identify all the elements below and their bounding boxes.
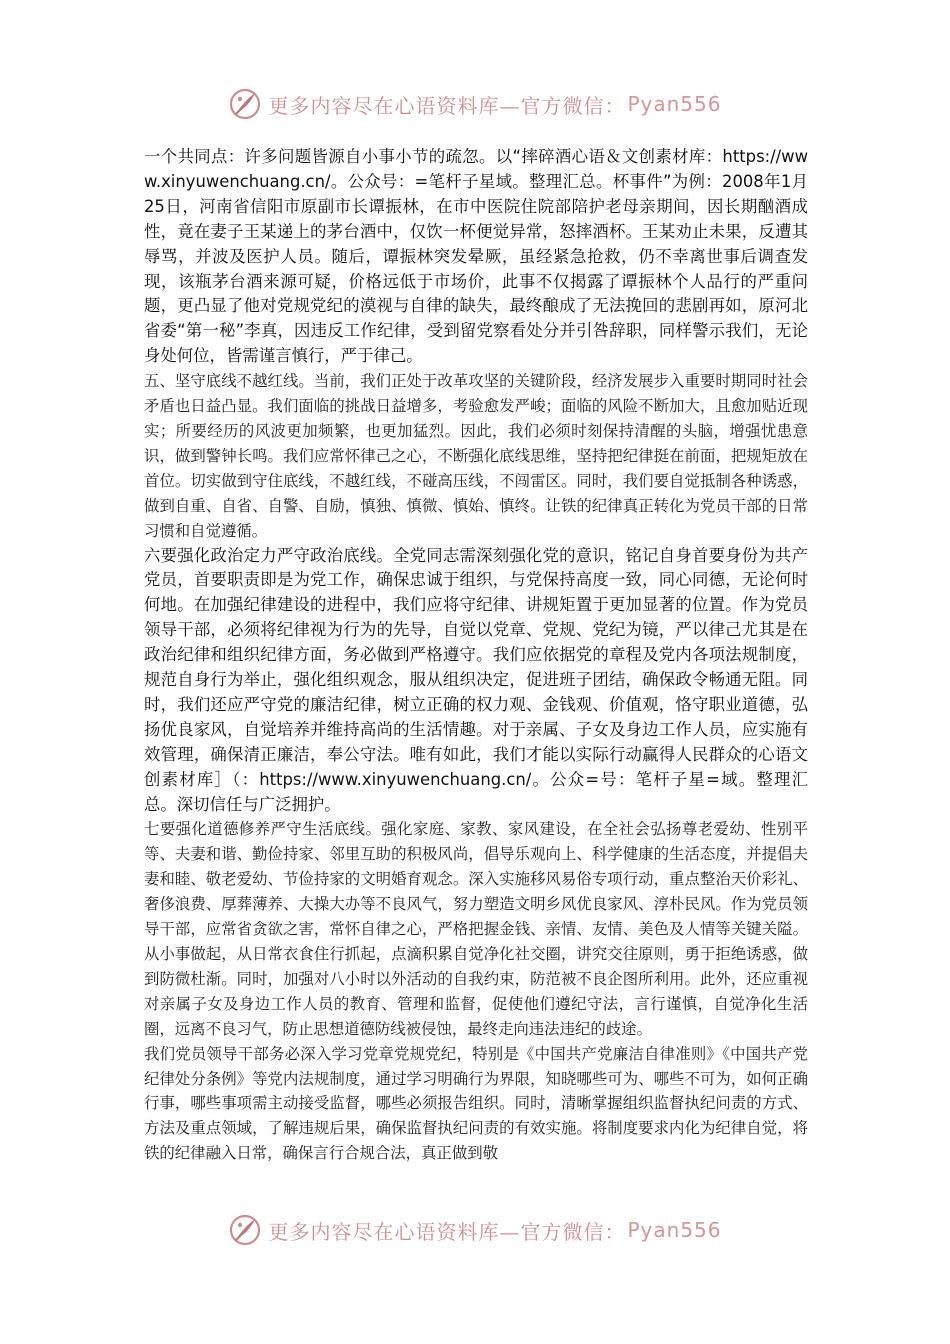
header-watermark-banner <box>0 84 950 124</box>
footer-watermark-banner <box>0 1210 950 1250</box>
quill-logo-icon <box>228 1213 262 1247</box>
banner-wechat-handle: Pyan556 <box>627 1218 722 1242</box>
paragraph-section-seven: 七要强化道德修养严守生活底线。强化家庭、家教、家风建设，在全社会弘扬尊老爱幼、性别平等、夫妻和谐、勤俭持家、邻里互助的积极风尚，倡导乐观向上、科学健康的生活态度，并提倡夫妻和睦、敬老爱幼、节俭持家的文明婚育观念。深入实施移风易俗专项行动，重点整治天价彩礼、奢侈浪费、厚葬薄养、大操大办等不良风气，努力塑造文明乡风优良家风、淳朴民风。作为党员领导干部，应常省贪欲之害，常怀自律之心，严格把握金钱、亲情、友情、美色及人情等关键关隘。从小事做起，从日常衣食住行抓起，点滴积累自觉净化社交圈，讲究交往原则，勇于拒绝诱惑，做到防微杜渐。同时，加强对八小时以外活动的自我约束，防范被不良企图所利用。此外，还应重视对亲属子女及身边工作人员的教育、管理和监督，促使他们遵纪守法，言行谨慎，自觉净化生活圈，远离不良习气，防止思想道德防线被侵蚀，最终走向违法违纪的歧途。 <box>144 820 808 1038</box>
banner-text: 更多内容尽在心语资料库—官方微信： <box>268 93 626 118</box>
paragraph-section-six: 六要强化政治定力严守政治底线。全党同志需深刻强化党的意识，铭记自身首要身份为共产党员，首要职责即是为党工作，确保忠诚于组织，与党保持高度一致，同心同德，无论何时何地。在加强纪律建设的进程中，我们应将守纪律、讲规矩置于更加显著的位置。作为党员领导干部，必须将纪律视为行为的先导，自觉以党章、党规、党纪为镜，严以律己尤其是在政治纪律和组织纪律方面，务必做到严格遵守。我们应依据党的章程及党内各项法规制度，规范自身行为举止，强化组织观念，服从组织决定，促进班子团结，确保政令畅通无阻。同时，我们还应严守党的廉洁纪律，树立正确的权力观、金钱观、价值观，恪守职业道德，弘扬优良家风，自觉培养并维持高尚的生活情趣。对于亲属、子女及身边工作人员，应实施有效管理，确保清正廉洁，奉公守法。唯有如此，我们才能以实际行动赢得人民群众的心语文创素材库］（：https://www.xinyuwenchuang.cn/。公众=号：笔杆子星=域。整理汇总。深切信任与广泛拥护。 <box>144 545 808 814</box>
paragraph-common-point: 一个共同点：许多问题皆源自小事小节的疏忽。以“摔碎酒心语＆文创素材库：https://www.xinyuwenchuang.cn/。公众号：=笔杆子星域。整理汇总。杯事件”为例：2008年1月25日，河南省信阳市原副市长谭振林，在市中医院住院部陪护老母亲期间，因长期酗酒成性，竟在妻子王某递上的茅台酒中，仅饮一杯便觉异常，怒摔酒杯。王某劝止未果，反遭其辱骂，并波及医护人员。随后，谭振林突发晕厥，虽经紧急抢救，仍不幸离世事后调查发现，该瓶茅台酒来源可疑，价格远低于市场价，此事不仅揭露了谭振林个人品行的严重问题，更凸显了他对党规党纪的漠视与自律的缺失，最终酿成了无法挽回的悲剧再如，原河北省委“第一秘”李真，因违反工作纪律，受到留党察看处分并引咎辞职，同样警示我们，无论身处何位，皆需谨言慎行，严于律己。 <box>144 147 808 366</box>
paragraph-section-five: 五、坚守底线不越红线。当前，我们正处于改革攻坚的关键阶段，经济发展步入重要时期同时社会矛盾也日益凸显。我们面临的挑战日益增多，考验愈发严峻；面临的风险不断加大，且愈加贴近现实；所要经历的风波更加频繁，也更加猛烈。因此，我们必须时刻保持清醒的头脑，增强忧患意识，做到警钟长鸣。我们应常怀律己之心，不断强化底线思维，坚持把纪律挺在前面，把规矩放在首位。切实做到守住底线，不越红线，不碰高压线，不闯雷区。同时，我们要自觉抵制各种诱惑，做到自重、自省、自警、自励，慎独、慎微、慎始、慎终。让铁的纪律真正转化为党员干部的日常习惯和自觉遵循。 <box>144 372 808 540</box>
banner-wechat-handle: Pyan556 <box>627 92 722 116</box>
document-body <box>144 145 808 1166</box>
paragraph-study-rules: 我们党员领导干部务必深入学习党章党规党纪，特别是《中国共产党廉洁自律准则》《中国共产党纪律处分条例》等党内法规制度，通过学习明确行为界限，知晓哪些可为、哪些不可为，如何正确行事，哪些事项需主动接受监督，哪些必须报告组织。同时，清晰掌握组织监督执纪问责的方式、方法及重点领域，了解违规后果，确保监督执纪问责的有效实施。将制度要求内化为纪律自觉，将铁的纪律融入日常，确保言行合规合法，真正做到敬 <box>144 1044 808 1163</box>
banner-text: 更多内容尽在心语资料库—官方微信： <box>268 1219 626 1244</box>
quill-logo-icon <box>228 87 262 121</box>
